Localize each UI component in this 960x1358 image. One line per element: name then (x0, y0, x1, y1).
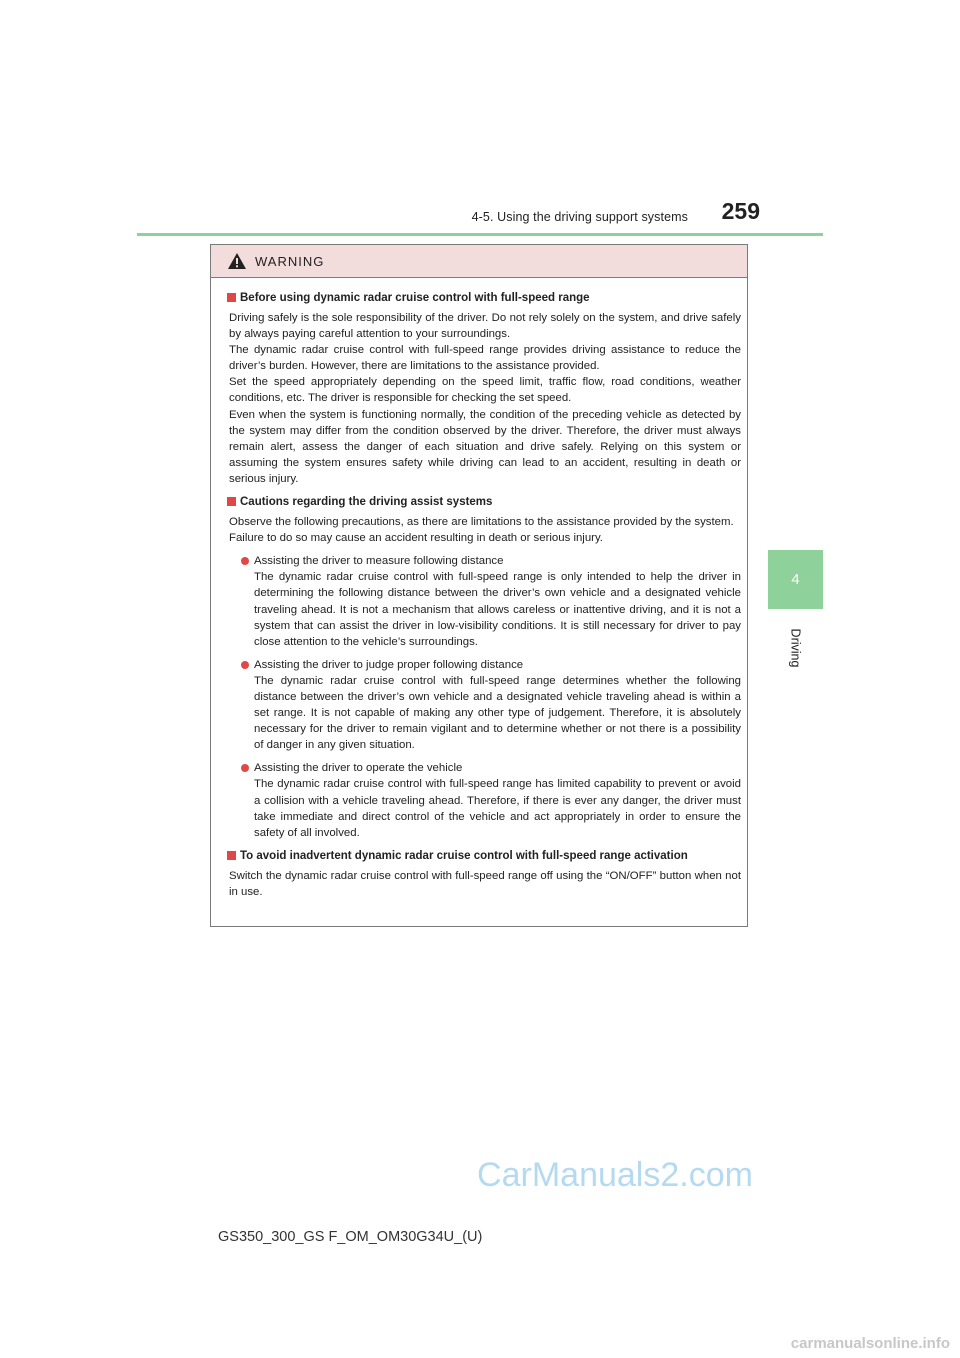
section-text (229, 514, 741, 546)
warning-section (227, 848, 741, 900)
paragraph: Even when the system is functioning normally, the condition of the preceding vehicle as detected by the system may differ from the condition observed by the driver. Therefore, the driver must always remain alert, assess the danger of each situation and drive safely. Relying on this system or assuming the system ensures safety while driving can lead to an accident, resulting in death or serious injury. (229, 408, 741, 485)
warning-title: WARNING (255, 253, 325, 269)
header-rule (137, 233, 823, 236)
paragraph: Driving safely is the sole responsibility of the driver. Do not rely solely on the system, and drive safely by always paying careful attention to your surroundings. (229, 312, 741, 341)
section-heading-text: Cautions regarding the driving assist systems (240, 496, 493, 509)
warning-section (227, 494, 741, 841)
warning-section (227, 290, 741, 487)
paragraph: Observe the following precautions, as there are limitations to the assistance provided by the system. (229, 516, 734, 529)
warning-triangle-icon (227, 252, 247, 270)
bullet-text: The dynamic radar cruise control with full-speed range is only intended to help the driver in determining the following distance between the driver’s own vehicle and a designated vehicle traveling ahead. It is not a mechanism that allows careless or inattentive driving, and it is not a system that can assist the driver in low-visibility conditions. It is still necessary for driver to pay close attention to the vehicle’s surroundings. (254, 571, 741, 648)
bullet-content (254, 760, 741, 840)
bullet-content (254, 657, 741, 754)
dot-bullet-icon (241, 661, 249, 669)
bullet-title: Assisting the driver to judge proper following distance (254, 658, 524, 671)
paragraph: The dynamic radar cruise control with full-speed range provides driving assistance to reduce the driver’s burden. However, there are limitations to the assistance provided. (229, 344, 741, 373)
bullet-text: The dynamic radar cruise control with full-speed range determines whether the following distance between the driver’s own vehicle and a designated vehicle traveling ahead is within a set range. It is not capable of making any other type of judgement. Therefore, it is absolutely necessary for the driver to remain vigilant and to determine whether or not there is a possibility of danger in any given situation. (254, 674, 741, 752)
chapter-number: 4 (791, 571, 800, 588)
warning-box (210, 244, 748, 927)
square-bullet-icon (227, 851, 236, 860)
watermark-site: carmanualsonline.info (790, 1335, 950, 1352)
model-code: GS350_300_GS F_OM_OM30G34U_(U) (218, 1229, 483, 1245)
paragraph: Switch the dynamic radar cruise control with full-speed range off using the “ON/OFF” button when not in use. (229, 869, 741, 898)
page-number: 259 (721, 198, 760, 224)
section-heading (227, 290, 741, 306)
paragraph: Failure to do so may cause an accident resulting in death or serious injury. (229, 532, 603, 545)
watermark-logo[interactable]: CarManuals2.com (477, 1155, 753, 1194)
section-heading-text: To avoid inadvertent dynamic radar cruise control with full-speed range activation (240, 849, 688, 862)
bullet-item (241, 657, 741, 754)
paragraph: Set the speed appropriately depending on the speed limit, traffic flow, road conditions, weather conditions, etc. The driver is responsible for checking the set speed. (229, 376, 741, 405)
chapter-tab (768, 550, 823, 609)
section-heading-text: Before using dynamic radar cruise control with full-speed range (240, 292, 590, 304)
section-title: 4-5. Using the driving support systems (471, 210, 688, 224)
bullet-item (241, 553, 741, 650)
section-heading (227, 494, 741, 510)
warning-header (211, 245, 747, 278)
bullet-text: The dynamic radar cruise control with full-speed range has limited capability to prevent or avoid a collision with a vehicle traveling ahead. Therefore, if there is ever any danger, the driver must take immediate and direct control of the vehicle and act appropriately in order to ensure the safety of all involved. (254, 778, 741, 839)
dot-bullet-icon (241, 764, 249, 772)
bullet-title: Assisting the driver to measure following distance (254, 555, 504, 568)
bullet-item (241, 760, 741, 840)
bullet-title: Assisting the driver to operate the vehicle (254, 762, 463, 775)
section-heading (227, 848, 741, 864)
dot-bullet-icon (241, 557, 249, 565)
section-text (229, 310, 741, 487)
chapter-label-text: Driving (788, 628, 802, 668)
square-bullet-icon (227, 497, 236, 506)
square-bullet-icon (227, 293, 236, 302)
chapter-label (788, 618, 802, 678)
bullet-content (254, 553, 741, 650)
section-text (229, 868, 741, 900)
warning-body (211, 278, 747, 900)
